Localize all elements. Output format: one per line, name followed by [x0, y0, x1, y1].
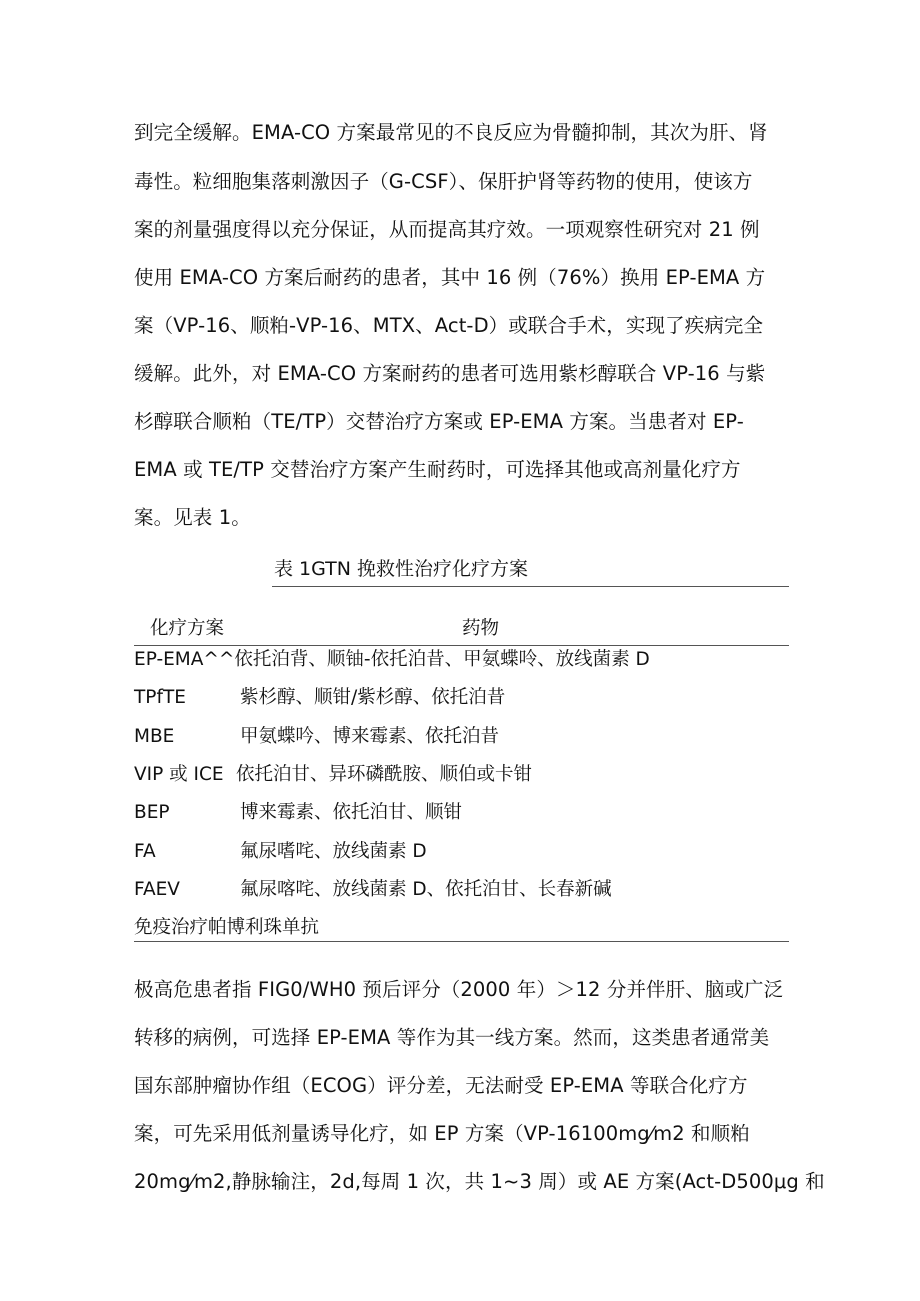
table-cell-drugs: 依托泊甘、异环磷酰胺、顺伯或卡钳 [236, 764, 533, 785]
table-cell-regimen: TPfTE [134, 687, 186, 708]
paragraph-line: 缓解。此外，对 EMA-CO 方案耐药的患者可选用紫杉醇联合 VP-16 与紫 [134, 362, 766, 385]
table-cell-regimen: FA [134, 841, 156, 862]
table-cell-drugs: 紫杉醇、顺钳/紫杉醇、依托泊昔 [240, 687, 506, 708]
table-cell-drugs: 氟尿嗜咤、放线菌素 D [240, 841, 427, 862]
table-header-drugs: 药物 [462, 618, 500, 639]
table-bottom-rule [134, 941, 789, 942]
paragraph-line: 案。见表 1。 [134, 506, 251, 529]
paragraph-line: 到完全缓解。EMA-CO 方案最常见的不良反应为骨髓抑制，其次为肝、肾 [134, 121, 768, 144]
table-header-rule [134, 645, 789, 646]
table-row: 免疫治疗帕博利珠单抗 [134, 917, 320, 938]
paragraph-line: 案的剂量强度得以充分保证，从而提高其疗效。一项观察性研究对 21 例 [134, 218, 760, 241]
table-top-rule [272, 586, 789, 587]
table-cell-regimen: FAEV [134, 879, 180, 900]
paragraph-line: 案（VP-16、顺粕-VP-16、MTX、Act-D）或联合手术，实现了疾病完全 [134, 314, 764, 337]
paragraph-line: 杉醇联合顺粕（TE/TP）交替治疗方案或 EP-EMA 方案。当患者对 EP- [134, 410, 744, 433]
table-cell-drugs: 甲氨蝶吟、博来霉素、依托泊昔 [240, 726, 500, 747]
table-caption: 表 1GTN 挽救性治疗化疗方案 [274, 558, 529, 580]
paragraph-line: 转移的病例，可选择 EP-EMA 等作为其一线方案。然而，这类患者通常美 [134, 1026, 770, 1049]
table-cell-regimen: VIP 或 ICE [134, 764, 224, 785]
paragraph-line: 使用 EMA-CO 方案后耐药的患者，其中 16 例（76%）换用 EP-EMA 方 [134, 266, 766, 289]
paragraph-line: EMA 或 TE/TP 交替治疗方案产生耐药时，可选择其他或高剂量化疗方 [134, 458, 741, 481]
paragraph-line: 毒性。粒细胞集落刺激因子（G-CSF）、保肝护肾等药物的使用，使该方 [134, 170, 753, 193]
table-cell-regimen: BEP [134, 802, 170, 823]
paragraph-line: 国东部肿瘤协作组（ECOG）评分差，无法耐受 EP-EMA 等联合化疗方 [134, 1074, 748, 1097]
table-cell-drugs: 氟尿喀咤、放线菌素 D、依托泊甘、长春新碱 [240, 879, 612, 900]
table-header-regimen: 化疗方案 [150, 618, 225, 639]
table-cell-regimen: MBE [134, 726, 175, 747]
table-cell-drugs: 博来霉素、依托泊甘、顺钳 [240, 802, 463, 823]
paragraph-line: 案，可先采用低剂量诱导化疗，如 EP 方案（VP-16100mg⁄m2 和顺粕 [134, 1122, 750, 1145]
paragraph-line: 极高危患者指 FIG0/WH0 预后评分（2000 年）＞12 分并伴肝、脑或广泛 [134, 978, 784, 1001]
table-row: EP-EMA^^依托泊背、顺铀-依托泊昔、甲氨蝶呤、放线菌素 D [134, 649, 650, 670]
paragraph-line: 20mg⁄m2,静脉输注，2d,每周 1 次，共 1~3 周）或 AE 方案(Act-D500μg 和 [134, 1170, 825, 1193]
